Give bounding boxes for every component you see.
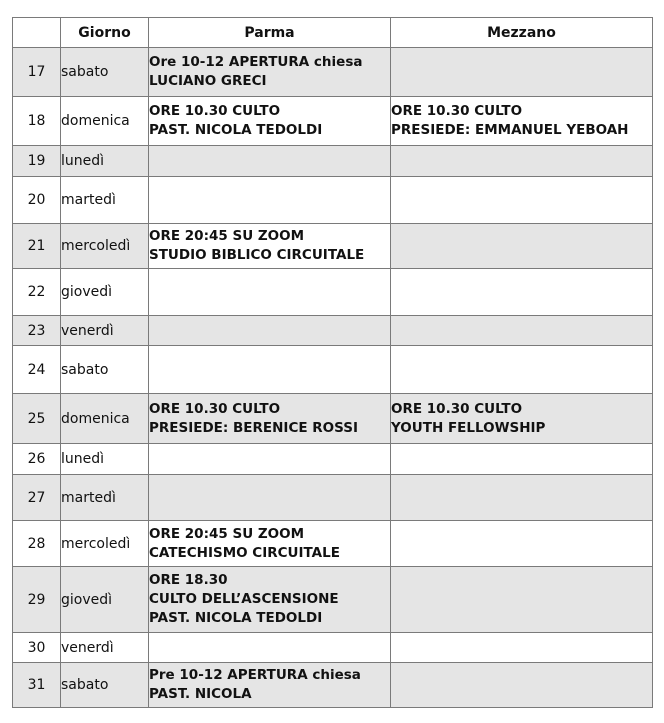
table-row [13, 177, 653, 224]
day-number: 30 [13, 633, 61, 663]
parma-cell [149, 633, 391, 663]
parma-event-line: PAST. NICOLA [149, 686, 252, 702]
header-row [13, 18, 653, 48]
parma-cell [149, 269, 391, 316]
weekday: lunedì [61, 444, 149, 475]
weekday: giovedì [61, 567, 149, 633]
table-row [13, 521, 653, 567]
day-number: 31 [13, 663, 61, 708]
day-number: 27 [13, 475, 61, 521]
parma-event-line: STUDIO BIBLICO CIRCUITALE [149, 247, 365, 263]
parma-event-line: ORE 20:45 SU ZOOM [149, 228, 305, 244]
mezzano-cell [391, 97, 653, 146]
mezzano-cell [391, 475, 653, 521]
parma-cell [149, 521, 391, 567]
parma-event-line: PRESIEDE: BERENICE ROSSI [149, 419, 359, 436]
mezzano-cell [391, 48, 653, 97]
parma-event-line: PAST. NICOLA TEDOLDI [149, 122, 323, 138]
table-row [13, 269, 653, 316]
mezzano-cell [391, 346, 653, 394]
table-row [13, 444, 653, 475]
day-number: 22 [13, 269, 61, 316]
weekday: domenica [61, 394, 149, 444]
parma-cell [149, 177, 391, 224]
parma-cell [149, 97, 391, 146]
mezzano-cell [391, 394, 653, 444]
mezzano-event-line: ORE 10.30 CULTO [391, 103, 523, 119]
mezzano-cell [391, 177, 653, 224]
weekday: lunedì [61, 146, 149, 177]
table-row [13, 663, 653, 708]
table-row [13, 394, 653, 444]
parma-cell [149, 444, 391, 475]
table-row [13, 316, 653, 346]
day-number: 29 [13, 567, 61, 633]
header-giorno: Giorno [61, 18, 149, 48]
day-number: 25 [13, 394, 61, 444]
day-number: 21 [13, 224, 61, 269]
header-parma: Parma [149, 18, 391, 48]
parma-event-line: PAST. NICOLA TEDOLDI [149, 610, 323, 626]
table-row [13, 97, 653, 146]
schedule-body [13, 48, 653, 708]
parma-event-line: Pre 10-12 APERTURA chiesa [149, 667, 361, 683]
mezzano-cell [391, 316, 653, 346]
mezzano-cell [391, 633, 653, 663]
table-row [13, 567, 653, 633]
parma-cell [149, 146, 391, 177]
schedule-table [12, 17, 653, 708]
weekday: mercoledì [61, 224, 149, 269]
header-blank [13, 18, 61, 48]
weekday: mercoledì [61, 521, 149, 567]
weekday: domenica [61, 97, 149, 146]
parma-cell [149, 224, 391, 269]
parma-cell [149, 475, 391, 521]
parma-event-line: CULTO DELL’ASCENSIONE [149, 591, 339, 607]
day-number: 18 [13, 97, 61, 146]
parma-cell [149, 567, 391, 633]
parma-cell [149, 316, 391, 346]
mezzano-cell [391, 146, 653, 177]
parma-event-line: ORE 10.30 CULTO [149, 103, 281, 119]
weekday: giovedì [61, 269, 149, 316]
parma-event-line: LUCIANO GRECI [149, 73, 267, 89]
weekday: sabato [61, 48, 149, 97]
parma-event-line: ORE 10.30 CULTO [149, 400, 281, 417]
parma-event-line: Ore 10-12 APERTURA chiesa [149, 54, 363, 70]
weekday: venerdì [61, 633, 149, 663]
weekday: martedì [61, 475, 149, 521]
day-number: 19 [13, 146, 61, 177]
mezzano-event-line: ORE 10.30 CULTO [391, 400, 523, 417]
mezzano-event-line: YOUTH FELLOWSHIP [391, 419, 546, 436]
parma-event-line: ORE 20:45 SU ZOOM [149, 525, 305, 542]
day-number: 20 [13, 177, 61, 224]
parma-cell [149, 663, 391, 708]
day-number: 23 [13, 316, 61, 346]
parma-event-line: CATECHISMO CIRCUITALE [149, 544, 340, 561]
table-row [13, 146, 653, 177]
parma-event-line: ORE 18.30 [149, 572, 228, 588]
parma-cell [149, 394, 391, 444]
mezzano-cell [391, 663, 653, 708]
weekday: sabato [61, 346, 149, 394]
mezzano-cell [391, 444, 653, 475]
day-number: 26 [13, 444, 61, 475]
mezzano-event-line: PRESIEDE: EMMANUEL YEBOAH [391, 122, 629, 138]
header-mezzano: Mezzano [391, 18, 653, 48]
weekday: sabato [61, 663, 149, 708]
day-number: 17 [13, 48, 61, 97]
weekday: venerdì [61, 316, 149, 346]
table-row [13, 633, 653, 663]
mezzano-cell [391, 521, 653, 567]
parma-cell [149, 48, 391, 97]
table-row [13, 224, 653, 269]
weekday: martedì [61, 177, 149, 224]
mezzano-cell [391, 567, 653, 633]
day-number: 24 [13, 346, 61, 394]
mezzano-cell [391, 224, 653, 269]
table-row [13, 475, 653, 521]
parma-cell [149, 346, 391, 394]
table-row [13, 346, 653, 394]
table-row [13, 48, 653, 97]
day-number: 28 [13, 521, 61, 567]
mezzano-cell [391, 269, 653, 316]
